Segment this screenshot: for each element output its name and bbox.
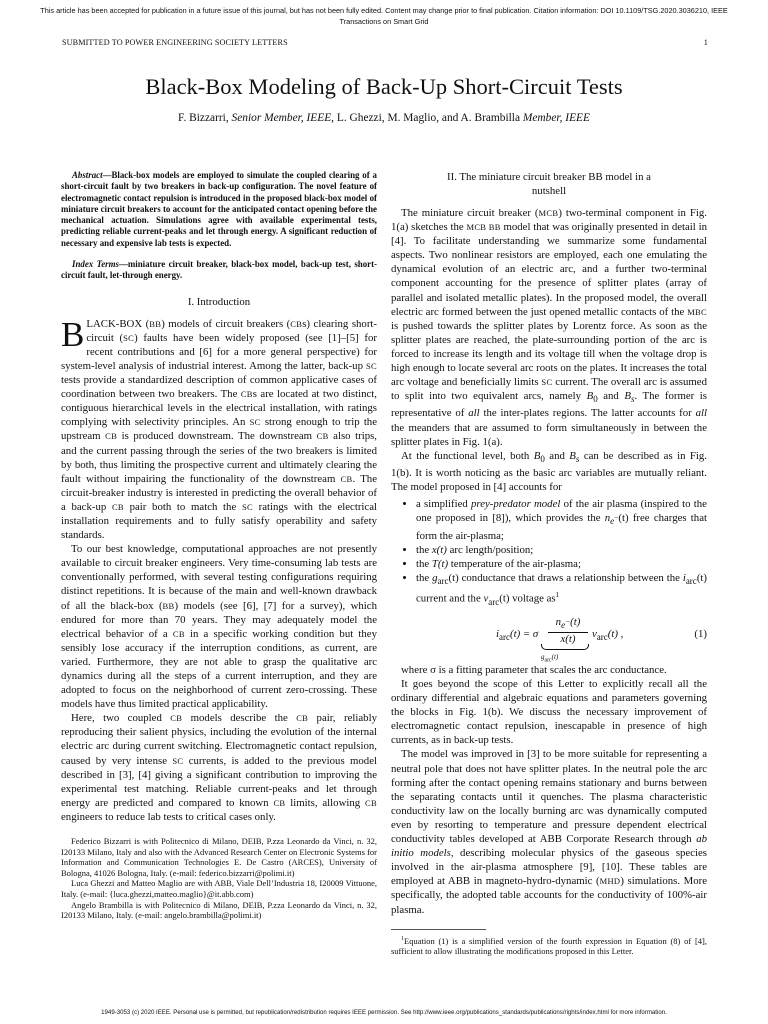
index-terms-label: Index Terms — [72, 259, 119, 270]
intro-paragraph-1: BLACK-BOX (BB) models of circuit breakers (CBs) clearing short-circuit (SC) faults have been widely proposed (see [1]–[5] for recent contributions and [6] for a more general perspective) for system-level analysis of industrial interest. Among the latter, back-up SC tests provide a standardized description of common applicative cases of coordination between two breakers. The CBs are located at two distinct, contiguous hierarchical levels in the electrical installation, with ratings complying with selectivity principles. An SC strong enough to trip the upstream CB is produced downstream. The downstream CB also trips, and the current passing through the series of the two breakers is limited by both, thus limiting the prospective current and ultimately clearing the fault without impairing the functionality of the downstream CB. The circuit-breaker industry is interested in predicting the overall behavior of a back-up CB pair both to match the SC ratings with the electrical installation requirements and to fully satisfy operability and safety standards. — [61, 314, 378, 542]
running-head — [62, 38, 708, 47]
author-others: , L. Ghezzi, M. Maglio, and A. Brambilla — [331, 112, 523, 124]
author-role: Senior Member, IEEE — [231, 112, 332, 124]
copyright-notice: 1949-3053 (c) 2020 IEEE. Personal use is permitted, but republication/redistribution requires IEEE permission. See http://www.ieee.org/publications_standards/publications/rights/index.html for more information. — [101, 1009, 667, 1016]
index-terms — [61, 259, 377, 282]
footnote-bizzarri: Federico Bizzarri is with Politecnico di Milano, DEIB, P.zza Leonardo da Vinci, n. 32, I20133 Milano, Italy and also with the Advanced Research Center on Electronic Systems for Information and Communication Technologies E. De Castro (ARCES), University of Bologna, 41026 Bologna, Italy. (e-mail: federico.bizzarri@polimi.it) — [61, 836, 377, 878]
author-affiliation-footnotes — [61, 836, 377, 921]
acceptance-note-line1: This article has been accepted for publication in a future issue of this journal, but has not been fully edited. Content may change prior to final publication. Citation information: DOI 10.1109/TSG.2020.3036210, IEEE — [40, 6, 728, 15]
drop-cap: B — [61, 314, 85, 354]
model-features-list — [391, 497, 707, 609]
right-column — [391, 166, 707, 957]
page-number: 1 — [703, 38, 708, 47]
abstract — [61, 170, 377, 249]
index-terms-text: —miniature circuit breaker, black-box model, back-up test, short-circuit fault, let-through energy. — [61, 259, 377, 281]
list-item: • the $g_{arc}(t)$ conductance that draws a relationship between the $i_{arc}(t)$ current and the $v_{arc}(t)$ voltage $as^1$ — [416, 571, 707, 609]
section-heading-line1: II. The miniature circuit breaker BB model in a — [447, 171, 651, 183]
abstract-label: Abstract — [72, 170, 103, 180]
section-heading-mcb-model — [391, 170, 707, 198]
mcb-paragraph-3: where σ is a fitting parameter that scales the arc conductance. — [401, 663, 667, 676]
list-item: • the T(t) temperature of the air-plasma; — [416, 557, 707, 571]
footnote-area — [391, 929, 707, 957]
list-item: • the x(t) arc length/position; — [416, 543, 707, 557]
mcb-paragraph-4: It goes beyond the scope of this Letter to explicitly recall all the ordinary differential and algebraic equations and parameters governing the blocks in Fig. 1(b). We discuss the necessary improvement of electromagnetic contact repulsion, inescapable in presence of high currents, as in back-up tests. — [391, 678, 707, 747]
footnote-rule — [391, 929, 486, 930]
intro-paragraph-2: To our best knowledge, computational approaches are not presently available to circuit breaker engineers. Very time-consuming lab tests are conventionally performed, with several testing configurations requiring distinct repetitions. It is because of the main and well-known drawback of all the black-box (BB) models (see [6], [7] for a survey), which endured for more than 70 years. They may adequately model the electrical behavior of a CB in a specific working condition but they sensibly lose accuracy if the interruption conditions, as current, are varied. Furthermore, they are not able to grasp the qualitative arc dynamics during all the steps of a current interruption, and they are adopted to focus on the neighborhood of current zero-crossing. These models have thus limited practical applicability. — [61, 543, 377, 711]
acceptance-note-line2: Transactions on Smart Grid — [339, 16, 429, 26]
abstract-text: —Black-box models are employed to simulate the coupled clearing of a short-circuit fault by two breakers in back-up configuration. The novel feature of electromagnetic contact repulsion is introduced in the proposed black-box model of miniature circuit breakers to account for the anticipated contact opening before the mechanical actuation. Simulations agree with available experimental tests, predicting reliable current-peaks and let through energy. A significant reduction of necessary and expensive lab tests is expected. — [61, 170, 377, 248]
mcb-paragraph-1: The miniature circuit breaker (MCB) two-terminal component in Fig. 1(a) sketches the MCB BB model that was originally presented in detail in [4]. To facilitate understanding we summarize some fundamental aspects. Two nonlinear resistors are employed, each one emulating the dynamical evolution of an electric arc, and a further two-terminal component accounting for the presence of splitter plates (array of parallel and isolated metallic plates). In the proposed model, the overall electric arc formed between the just opened metallic contacts of the MBC is pushed towards the splitter plates by Lorentz force. As soon as the splitter plates are reached, the plate-surrounding portion of the arc is forced to increase its length and its voltage till when the voltage drop is high enough to locate several arc roots on the plates. It increases the total arc voltage and beneficially limits SC current. The overall arc is assumed to split into two equivalent arcs, namely $B_0$ and $B_s$. The former is representative of all the inter-plates regions. The latter accounts for all the meanders that are assumed to form simultaneously in between the splitter plates in Fig. 1(a). — [391, 207, 707, 448]
paper-title: Black-Box Modeling of Back-Up Short-Circuit Tests — [145, 74, 623, 99]
mcb-paragraph-5: The model was improved in [3] to be more suitable for representing a neutral pole that does not have splitter plates. In the neutral pole the arc forming after the contact opening remains stationary and burns between the separating contacts until it quenches. The plasma characteristic conductivity law on the locally burning arc was dynamically computed even by resorting to temperature and pressure dependent electrical conductivity tables developed at ABB Corporate Research through ab initio models, describing molecular physics of the gaseous species involved in the air-plasma atmosphere [9], [10]. These tables are employed at ABB in magneto-hydro-dynamic (MHD) simulations. More specifically, the adopted table accounts for the conductivity of 100%-air plasma. — [391, 748, 708, 916]
intro-paragraph-3: Here, two coupled CB models describe the CB pair, reliably reproducing their salient physics, including the evolution of the internal electric arc during current switching. Electromagnetic contact repulsion, caused by very intense SC currents, is added to the previous model described in [3], [4] giving a significant contribution to improving the experimental test matching. Reliable current-peaks and let through energy are predicted and compared to known CB limits, allowing CB engineers to reduce lab tests to critical cases only. — [61, 712, 377, 823]
running-head-text: SUBMITTED TO POWER ENGINEERING SOCIETY LETTERS — [62, 38, 288, 47]
section-heading-line2: nutshell — [531, 185, 567, 197]
left-column — [61, 166, 377, 921]
mcb-paragraph-2: At the functional level, both $B_0$ and $B_s$ can be described as in Fig. 1(b). It is worth noticing as the basic arc variables are mutually reliant. The model proposed in [4] accounts for — [391, 449, 707, 494]
equation-number: (1) — [694, 627, 707, 640]
section-heading-introduction: I. Introduction — [187, 295, 251, 308]
author-role-member: Member, IEEE — [522, 112, 590, 124]
footnote-ghezzi-maglio: Luca Ghezzi and Matteo Maglio are with ABB, Viale Dell’Industria 18, I20009 Vittuone, Italy. (e-mail: {luca.ghezzi,matteo.maglio}@it.abb.com) — [61, 878, 377, 900]
author-bizzarri: F. Bizzarri, — [178, 112, 232, 124]
footnote-equation: $^1$Equation (1) is a simplified version of the fourth expression in Equation (8) of [4], sufficient to allow illustrating the modifications proposed in this Letter. — [391, 935, 707, 957]
equation-1: $i_{arc}(t) = \sigma$ $\frac{n_{e^-}(t)}{x(t)}$ $v_{arc}(t)$ , $g_{arc}(t)$ (1) — [496, 615, 707, 664]
acceptance-note — [10, 6, 758, 27]
author-line — [0, 111, 768, 125]
list-item: • a simplified prey-predator model of the air plasma (inspired to the one proposed in [8]), which provides the $n_{e^-}(t)$ free charges that form the air-plasma; — [416, 497, 707, 542]
footnote-brambilla: Angelo Brambilla is with Politecnico di Milano, DEIB, P.zza Leonardo da Vinci, n. 32, I20133 Milano, Italy. (e-mail: angelo.brambilla@polimi.it) — [61, 899, 377, 921]
